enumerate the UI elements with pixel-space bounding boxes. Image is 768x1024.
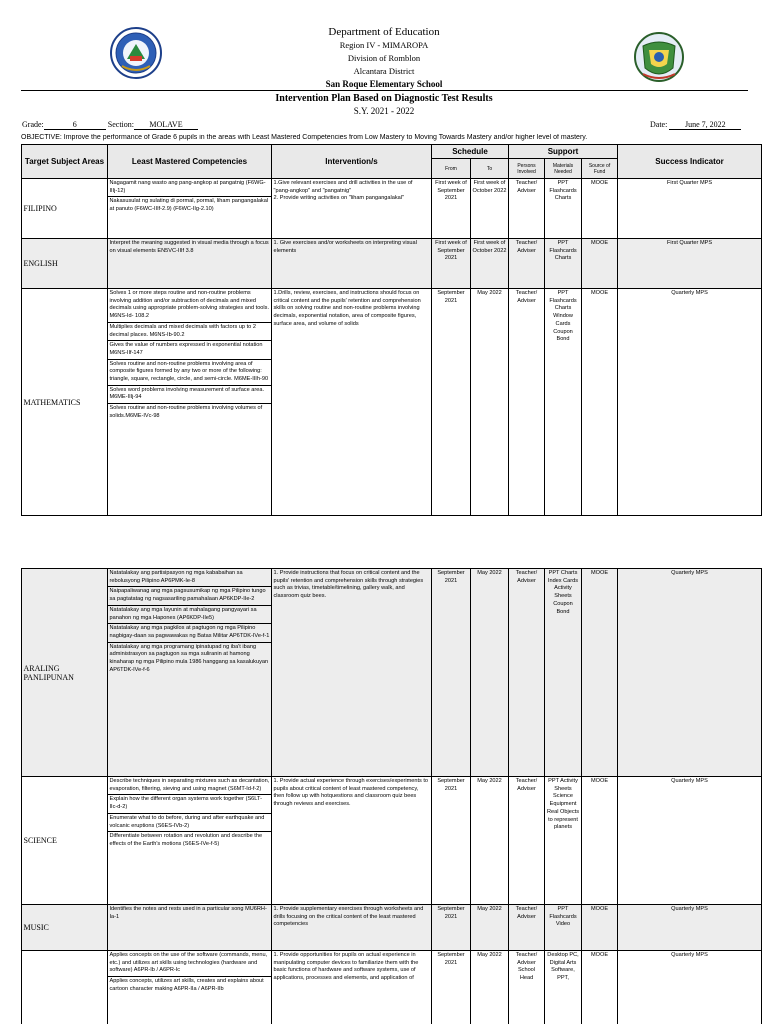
- intervention-table-page2: [21, 568, 762, 1024]
- competency-item: Solves routine and non-routine problems involving volumes of solids.M6ME-IVc-98: [109, 405, 263, 419]
- subject-area-cell: MATHEMATICS: [22, 289, 108, 516]
- schedule-from-cell: First week of September 2021: [432, 239, 471, 289]
- objective-statement: OBJECTIVE: Improve the performance of Grade 6 pupils in the areas with Least Mastered Competencies from Low Mastery to Moving Towards Mastery and/or higher level of mastery.: [21, 134, 588, 141]
- intervention-cell: [272, 179, 432, 239]
- competency-item: Identifies the notes and rests used in a particular song MU6RH-Ia-1: [109, 906, 267, 920]
- col-interventions: Intervention/s: [272, 145, 432, 179]
- success-indicator-cell: Quarterly MPS: [618, 951, 762, 1024]
- table-row: [22, 951, 762, 1024]
- schedule-from-cell: September 2021: [432, 905, 471, 951]
- col-success-indicator: Success Indicator: [618, 145, 762, 179]
- schedule-to-cell: May 2022: [471, 289, 509, 516]
- persons-involved-cell: Teacher/ Adviser: [509, 569, 545, 777]
- division-name: Division of Romblon: [347, 53, 421, 63]
- source-of-fund-cell: MOOE: [582, 239, 618, 289]
- competency-item: Solves 1 or more steps routine and non-routine problems involving addition and/or subtraction of decimals and mixed decimals using appropriate problem-solving strategies and tools. M6NS-Id- 108.2: [108, 290, 271, 323]
- competency-item: Nagagamit nang wasto ang pang-angkop at pangatnig (F6WG-IIIj-12): [108, 180, 271, 197]
- schedule-from-cell: September 2021: [432, 569, 471, 777]
- col-materials-needed: Materials Needed: [545, 159, 582, 179]
- competencies-cell: [108, 777, 272, 905]
- competency-item: Natatalakay ang mga layunin at mahalagang pangyayari sa panahon ng mga Hapones (AP6KDP-IIe5): [108, 607, 271, 624]
- competency-item: Nakasusulat ng sulating di pormal, pormal, liham pangangalakal at panuto (F6WC-IIIf-2.9) (F6WC-IIg-2.10): [109, 198, 269, 213]
- success-indicator-cell: Quarterly MPS: [618, 289, 762, 516]
- source-of-fund-cell: MOOE: [582, 569, 618, 777]
- competencies-cell: [108, 569, 272, 777]
- intervention-text: 1.Give relevant exercises and drill activities in the use of "pang-angkop" and "pangatnig" 2. Provide writing activities on "liham pangangalakal": [273, 180, 413, 202]
- col-source-of-fund: Source of Fund: [582, 159, 618, 179]
- schedule-to-cell: May 2022: [471, 777, 509, 905]
- col-schedule: Schedule: [432, 145, 509, 159]
- competency-item: Natatalakay ang mga pagkilos at pagtugon ng mga Pilipino nagbigay-daan sa pagwawakas ng Batas Militar AP6TDK-IVe-f-1: [108, 625, 271, 642]
- competency-item: Enumerate what to do before, during and after earthquake and volcanic eruptions (S6ES-IVb-2): [108, 815, 271, 832]
- competency-item: Applies concepts on the use of the software (commands, menu, etc.) and utilizes art skills using technologies (hardware and software) A6PR-Ib / A6PR-Ic: [108, 952, 271, 977]
- table-row: [22, 289, 762, 516]
- competency-item: Solves word problems involving measurement of surface area. M6ME-IIIj-94: [108, 387, 271, 404]
- materials-needed-cell: PPT Activity Sheets Science Equipment Real Objects to represent planets: [545, 777, 582, 905]
- intervention-text: 1.Drills, review, exercises, and instructions should focus on critical content and the pupils' retention and comprehension skills on solving routine and non-routine problems involving decimals, exponential notation, area of composite figures, surface area, and volume of solids: [273, 290, 421, 327]
- competency-item: Gives the value of numbers expressed in exponential notation M6NS-IIf-147: [108, 342, 271, 359]
- persons-involved-cell: Teacher/ Adviser: [509, 289, 545, 516]
- success-indicator-cell: Quarterly MPS: [618, 905, 762, 951]
- intervention-text: 1. Provide actual experience through exercises/experiments to pupils about critical content of least mastered competency, then follow up with hotquestions and classroom quiz bees through reviews and exercises.: [273, 778, 429, 808]
- subject-area-cell: [22, 951, 108, 1024]
- region-name: Region IV - MIMAROPA: [339, 40, 429, 50]
- success-indicator-cell: Quarterly MPS: [618, 569, 762, 777]
- intervention-cell: [272, 289, 432, 516]
- intervention-text: 1. Provide opportunities for pupils on actual experience in manipulating computer devices to familiarize them with the basic functions of hardware and software systems, use of applications, processes and elements, and application of: [273, 952, 419, 982]
- col-target-subject-areas: Target Subject Areas: [22, 145, 108, 179]
- competencies-cell: [108, 951, 272, 1024]
- competency-item: Naipapaliwanag ang mga pagsusumikap ng mga Pilipino tungo sa pagtatatag ng nagsasariling pamahalaan AP6KDP-IIe-2: [108, 588, 271, 605]
- materials-needed-cell: PPT Flashcards Charts: [545, 239, 582, 289]
- department-name: Department of Education: [328, 26, 440, 38]
- date-label: Date:: [650, 120, 668, 129]
- district-name: Alcantara District: [353, 66, 415, 76]
- materials-needed-cell: PPT Flashcards Charts: [545, 179, 582, 239]
- persons-involved-cell: Teacher/ Adviser School Head: [509, 951, 545, 1024]
- competency-item: Natatalakay ang partisipasyon ng mga kababaihan sa rebolusyong Pilipino AP6PMK-Ie-8: [108, 570, 271, 587]
- intervention-cell: [272, 777, 432, 905]
- persons-involved-cell: Teacher/ Adviser: [509, 179, 545, 239]
- schedule-to-cell: May 2022: [471, 905, 509, 951]
- school-year: S.Y. 2021 - 2022: [353, 106, 415, 116]
- schedule-from-cell: First week of September 2021: [432, 179, 471, 239]
- table-row: [22, 179, 762, 239]
- materials-needed-cell: PPT Charts Index Cards Activity Sheets Coupon Bond: [545, 569, 582, 777]
- grade-value: 6: [44, 120, 106, 130]
- materials-needed-cell: PPT Flashcards Charts Window Cards Coupon Bond: [545, 289, 582, 516]
- intervention-text: 1. Give exercises and/or worksheets on interpreting visual elements: [273, 240, 417, 254]
- competencies-cell: [108, 289, 272, 516]
- competency-item: Differentiate between rotation and revolution and describe the effects of the Earth's motions (S6ES-IVe-f-5): [109, 833, 263, 847]
- schedule-from-cell: September 2021: [432, 951, 471, 1024]
- document-title: Intervention Plan Based on Diagnostic Test Results: [275, 93, 493, 104]
- success-indicator-cell: Quarterly MPS: [618, 777, 762, 905]
- competency-item: Interpret the meaning suggested in visual media through a focus on visual elements EN5VC-IIIf 3.8: [109, 240, 269, 254]
- date-value: June 7, 2022: [669, 120, 741, 130]
- subject-area-cell: MUSIC: [22, 905, 108, 951]
- intervention-text: 1. Provide instructions that focus on critical content and the pupils' retention and comprehension skills through strategies such as trivias, timetable/timelining, gallery walk, and classroom quiz bees.: [273, 570, 424, 600]
- competencies-cell: [108, 179, 272, 239]
- table-row: [22, 569, 762, 777]
- source-of-fund-cell: MOOE: [582, 777, 618, 905]
- table-body-page1: [22, 179, 762, 516]
- schedule-from-cell: September 2021: [432, 777, 471, 905]
- table-row: [22, 239, 762, 289]
- success-indicator-cell: First Quarter MPS: [618, 239, 762, 289]
- subject-area-cell: SCIENCE: [22, 777, 108, 905]
- subject-area-cell: FILIPINO: [22, 179, 108, 239]
- intervention-text: 1. Provide supplementary exercises through worksheets and drills focusing on the critical content of the least mastered competencies: [273, 906, 424, 928]
- competency-item: Describe techniques in separating mixtures such as decantation, evaporation, filtering, sieving and using magnet (S6MT-Id-f-2): [108, 778, 271, 795]
- subject-area-cell: ENGLISH: [22, 239, 108, 289]
- competencies-cell: [108, 239, 272, 289]
- col-support: Support: [509, 145, 618, 159]
- intervention-cell: [272, 569, 432, 777]
- source-of-fund-cell: MOOE: [582, 951, 618, 1024]
- source-of-fund-cell: MOOE: [582, 905, 618, 951]
- source-of-fund-cell: MOOE: [582, 179, 618, 239]
- subject-area-cell: ARALING PANLIPUNAN: [22, 569, 108, 777]
- intervention-cell: [272, 951, 432, 1024]
- letterhead: [0, 26, 768, 91]
- col-persons-involved: Persons Involved: [509, 159, 545, 179]
- grade-field: [22, 120, 198, 130]
- table-body-page2: [22, 569, 762, 1024]
- section-label: Section:: [107, 120, 134, 129]
- persons-involved-cell: Teacher/ Adviser: [509, 777, 545, 905]
- competency-item: Applies concepts, utilizes art skills, creates and explains about cartoon character making A6PR-IIa / A6PR-IIb: [109, 978, 264, 992]
- table-row: [22, 777, 762, 905]
- schedule-to-cell: May 2022: [471, 569, 509, 777]
- table-row: [22, 905, 762, 951]
- materials-needed-cell: PPT Flashcards Video: [545, 905, 582, 951]
- schedule-from-cell: September 2021: [432, 289, 471, 516]
- col-to: To: [471, 159, 509, 179]
- school-name: San Roque Elementary School: [325, 79, 443, 89]
- competencies-cell: [108, 905, 272, 951]
- competency-item: Natatalakay ang mga programang ipinatupad ng iba't ibang administrasyon sa pagtugon sa mga suliranin at hamong kinaharap ng mga Pilipino mula 1986 hanggang sa kasalukuyan AP6TDK-IVe-f-6: [109, 643, 269, 673]
- schedule-to-cell: First week of October 2022: [471, 239, 509, 289]
- grade-label: Grade:: [22, 120, 44, 129]
- schedule-to-cell: First week of October 2022: [471, 179, 509, 239]
- col-least-mastered-competencies: Least Mastered Competencies: [108, 145, 272, 179]
- source-of-fund-cell: MOOE: [582, 289, 618, 516]
- date-field: [650, 120, 741, 130]
- col-from: From: [432, 159, 471, 179]
- materials-needed-cell: Desktop PC, Digital Arts Software, PPT,: [545, 951, 582, 1024]
- header-divider: [21, 90, 748, 91]
- schedule-to-cell: May 2022: [471, 951, 509, 1024]
- section-value: MOLAVE: [134, 120, 198, 130]
- competency-item: Solves routine and non-routine problems involving area of composite figures formed by any two or more of the following: triangle, square, rectangle, circle, and semi-circle. M6ME-IIIh-90: [108, 361, 271, 386]
- intervention-cell: [272, 239, 432, 289]
- intervention-cell: [272, 905, 432, 951]
- competency-item: Multiplies decimals and mixed decimals with factors up to 2 decimal places. M6NS-Ib-90.2: [108, 324, 271, 341]
- intervention-table-page1: [21, 144, 762, 516]
- success-indicator-cell: First Quarter MPS: [618, 179, 762, 239]
- persons-involved-cell: Teacher/ Adviser: [509, 905, 545, 951]
- competency-item: Explain how the different organ systems work together (S6LT-IIc-d-2): [108, 796, 271, 813]
- persons-involved-cell: Teacher/ Adviser: [509, 239, 545, 289]
